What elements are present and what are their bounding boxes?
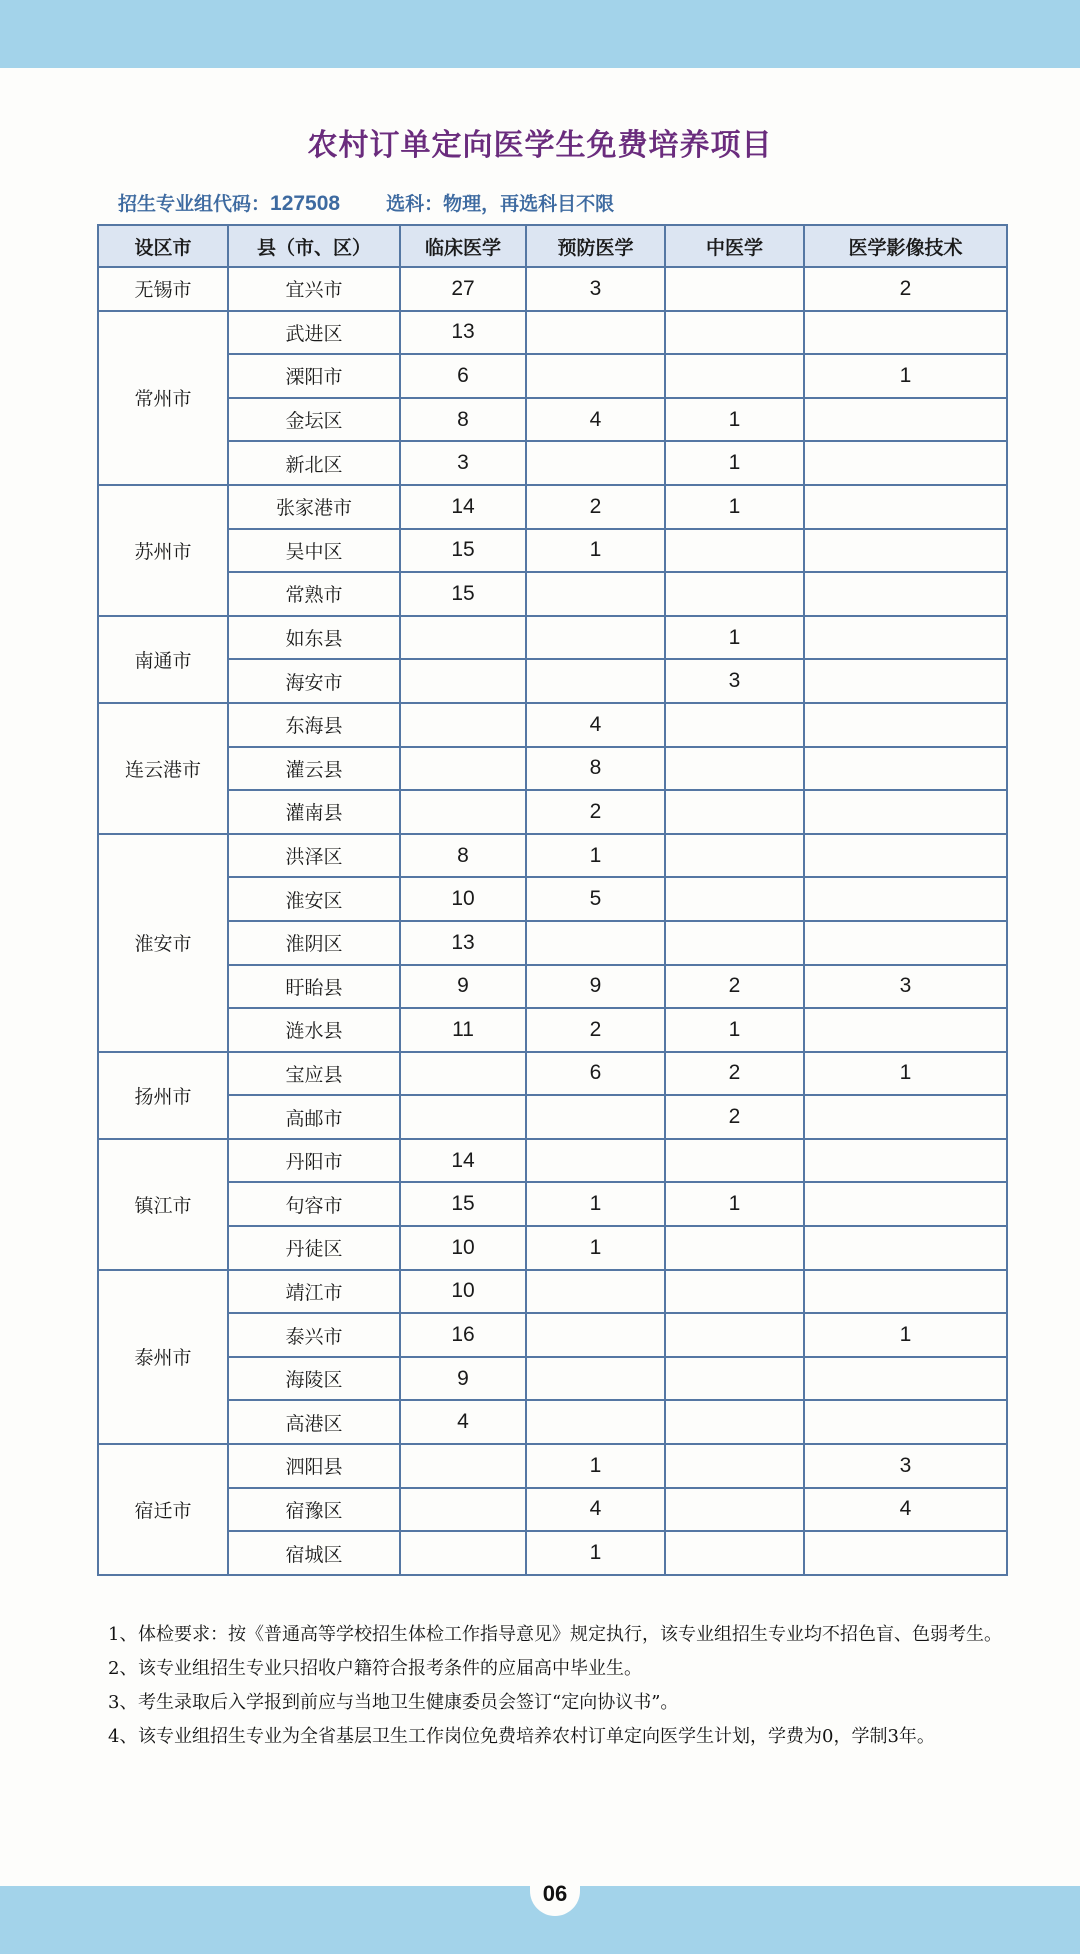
imaging-count-cell: 1 xyxy=(804,1052,1007,1096)
preventive-count-cell: 8 xyxy=(526,747,665,791)
clinical-count-cell: 13 xyxy=(400,311,526,355)
imaging-count-cell: 1 xyxy=(804,354,1007,398)
header-imaging: 医学影像技术 xyxy=(804,225,1007,267)
table-row xyxy=(98,529,1007,573)
clinical-count-cell: 6 xyxy=(400,354,526,398)
city-cell: 扬州市 xyxy=(98,1052,228,1139)
city-cell: 无锡市 xyxy=(98,267,228,311)
imaging-count-cell xyxy=(804,1008,1007,1052)
imaging-count-cell xyxy=(804,1531,1007,1575)
clinical-count-cell xyxy=(400,1052,526,1096)
county-cell: 海安市 xyxy=(228,659,400,703)
county-cell: 灌南县 xyxy=(228,790,400,834)
table-row xyxy=(98,1270,1007,1314)
imaging-count-cell xyxy=(804,834,1007,878)
preventive-count-cell xyxy=(526,441,665,485)
clinical-count-cell: 9 xyxy=(400,1357,526,1401)
county-cell: 新北区 xyxy=(228,441,400,485)
tcm-count-cell xyxy=(665,267,804,311)
table-row xyxy=(98,703,1007,747)
clinical-count-cell xyxy=(400,703,526,747)
table-row xyxy=(98,1531,1007,1575)
group-code-line xyxy=(118,189,340,216)
preventive-count-cell xyxy=(526,1095,665,1139)
preventive-count-cell: 2 xyxy=(526,790,665,834)
imaging-count-cell xyxy=(804,1357,1007,1401)
preventive-count-cell: 6 xyxy=(526,1052,665,1096)
note-item xyxy=(108,1686,1008,1720)
imaging-count-cell xyxy=(804,1270,1007,1314)
clinical-count-cell: 8 xyxy=(400,398,526,442)
table-row xyxy=(98,1313,1007,1357)
county-cell: 东海县 xyxy=(228,703,400,747)
county-cell: 海陵区 xyxy=(228,1357,400,1401)
county-cell: 句容市 xyxy=(228,1182,400,1226)
table-row xyxy=(98,398,1007,442)
table-row xyxy=(98,1008,1007,1052)
tcm-count-cell xyxy=(665,529,804,573)
imaging-count-cell xyxy=(804,529,1007,573)
imaging-count-cell xyxy=(804,1400,1007,1444)
imaging-count-cell xyxy=(804,659,1007,703)
county-cell: 高港区 xyxy=(228,1400,400,1444)
table-row xyxy=(98,616,1007,660)
city-cell: 淮安市 xyxy=(98,834,228,1052)
county-cell: 宜兴市 xyxy=(228,267,400,311)
top-decorative-band xyxy=(0,0,1080,68)
page-number: 06 xyxy=(530,1872,580,1916)
table-row xyxy=(98,441,1007,485)
imaging-count-cell xyxy=(804,1139,1007,1183)
imaging-count-cell xyxy=(804,485,1007,529)
clinical-count-cell: 10 xyxy=(400,1226,526,1270)
preventive-count-cell xyxy=(526,354,665,398)
county-cell: 宿豫区 xyxy=(228,1488,400,1532)
tcm-count-cell xyxy=(665,921,804,965)
clinical-count-cell xyxy=(400,1531,526,1575)
county-cell: 武进区 xyxy=(228,311,400,355)
clinical-count-cell: 15 xyxy=(400,572,526,616)
table-header-row xyxy=(98,225,1007,267)
county-cell: 淮安区 xyxy=(228,877,400,921)
preventive-count-cell: 1 xyxy=(526,1531,665,1575)
tcm-count-cell xyxy=(665,1270,804,1314)
tcm-count-cell: 1 xyxy=(665,441,804,485)
preventive-count-cell xyxy=(526,921,665,965)
header-city: 设区市 xyxy=(98,225,228,267)
preventive-count-cell: 4 xyxy=(526,398,665,442)
tcm-count-cell: 1 xyxy=(665,485,804,529)
header-tcm: 中医学 xyxy=(665,225,804,267)
tcm-count-cell: 2 xyxy=(665,965,804,1009)
preventive-count-cell xyxy=(526,1400,665,1444)
note-item xyxy=(108,1618,1008,1652)
tcm-count-cell xyxy=(665,1531,804,1575)
tcm-count-cell: 1 xyxy=(665,398,804,442)
county-cell: 如东县 xyxy=(228,616,400,660)
city-cell: 常州市 xyxy=(98,311,228,485)
county-cell: 宝应县 xyxy=(228,1052,400,1096)
tcm-count-cell xyxy=(665,1139,804,1183)
imaging-count-cell xyxy=(804,921,1007,965)
table-row xyxy=(98,354,1007,398)
tcm-count-cell xyxy=(665,790,804,834)
imaging-count-cell: 3 xyxy=(804,1444,1007,1488)
clinical-count-cell xyxy=(400,747,526,791)
table-row xyxy=(98,267,1007,311)
preventive-count-cell xyxy=(526,1357,665,1401)
table-row xyxy=(98,1400,1007,1444)
header-clinical: 临床医学 xyxy=(400,225,526,267)
note-text: 考生录取后入学报到前应与当地卫生健康委员会签订“定向协议书”。 xyxy=(138,1692,679,1713)
tcm-count-cell xyxy=(665,1226,804,1270)
imaging-count-cell xyxy=(804,616,1007,660)
note-text: 该专业组招生专业只招收户籍符合报考条件的应届高中毕业生。 xyxy=(138,1658,642,1679)
table-row xyxy=(98,1139,1007,1183)
city-cell: 南通市 xyxy=(98,616,228,703)
preventive-count-cell: 3 xyxy=(526,267,665,311)
clinical-count-cell: 4 xyxy=(400,1400,526,1444)
county-cell: 靖江市 xyxy=(228,1270,400,1314)
preventive-count-cell xyxy=(526,659,665,703)
county-cell: 泗阳县 xyxy=(228,1444,400,1488)
clinical-count-cell: 10 xyxy=(400,1270,526,1314)
table-row xyxy=(98,834,1007,878)
table-row xyxy=(98,877,1007,921)
city-cell: 苏州市 xyxy=(98,485,228,616)
imaging-count-cell xyxy=(804,790,1007,834)
tcm-count-cell xyxy=(665,354,804,398)
enrollment-meta xyxy=(118,189,614,216)
city-cell: 泰州市 xyxy=(98,1270,228,1444)
county-cell: 丹阳市 xyxy=(228,1139,400,1183)
table-row xyxy=(98,659,1007,703)
clinical-count-cell: 15 xyxy=(400,529,526,573)
table-row xyxy=(98,747,1007,791)
preventive-count-cell: 4 xyxy=(526,1488,665,1532)
preventive-count-cell: 2 xyxy=(526,485,665,529)
county-cell: 泰兴市 xyxy=(228,1313,400,1357)
preventive-count-cell: 5 xyxy=(526,877,665,921)
tcm-count-cell xyxy=(665,1488,804,1532)
note-item xyxy=(108,1720,1008,1754)
imaging-count-cell xyxy=(804,1095,1007,1139)
clinical-count-cell: 27 xyxy=(400,267,526,311)
preventive-count-cell xyxy=(526,616,665,660)
preventive-count-cell: 1 xyxy=(526,834,665,878)
clinical-count-cell xyxy=(400,790,526,834)
clinical-count-cell: 9 xyxy=(400,965,526,1009)
imaging-count-cell: 4 xyxy=(804,1488,1007,1532)
county-cell: 洪泽区 xyxy=(228,834,400,878)
county-cell: 金坛区 xyxy=(228,398,400,442)
table-row xyxy=(98,1444,1007,1488)
county-cell: 淮阴区 xyxy=(228,921,400,965)
note-index: 4、 xyxy=(108,1726,138,1747)
county-cell: 盱眙县 xyxy=(228,965,400,1009)
imaging-count-cell xyxy=(804,703,1007,747)
note-index: 3、 xyxy=(108,1692,138,1713)
enrollment-table xyxy=(97,224,1008,1576)
imaging-count-cell: 2 xyxy=(804,267,1007,311)
imaging-count-cell xyxy=(804,572,1007,616)
county-cell: 张家港市 xyxy=(228,485,400,529)
subject-requirement: 选科：物理，再选科目不限 xyxy=(386,193,615,215)
tcm-count-cell xyxy=(665,703,804,747)
clinical-count-cell: 13 xyxy=(400,921,526,965)
clinical-count-cell xyxy=(400,659,526,703)
tcm-count-cell: 2 xyxy=(665,1095,804,1139)
header-county: 县（市、区） xyxy=(228,225,400,267)
tcm-count-cell xyxy=(665,877,804,921)
group-code-label: 招生专业组代码： xyxy=(118,193,271,215)
city-cell: 连云港市 xyxy=(98,703,228,834)
preventive-count-cell xyxy=(526,1139,665,1183)
county-cell: 吴中区 xyxy=(228,529,400,573)
imaging-count-cell xyxy=(804,441,1007,485)
clinical-count-cell: 8 xyxy=(400,834,526,878)
note-text: 体检要求：按《普通高等学校招生体检工作指导意见》规定执行，该专业组招生专业均不招色盲、色弱考生。 xyxy=(138,1624,1002,1645)
clinical-count-cell xyxy=(400,1488,526,1532)
preventive-count-cell xyxy=(526,311,665,355)
table-row xyxy=(98,572,1007,616)
county-cell: 丹徒区 xyxy=(228,1226,400,1270)
preventive-count-cell xyxy=(526,1313,665,1357)
table-body xyxy=(98,267,1007,1575)
clinical-count-cell: 14 xyxy=(400,1139,526,1183)
tcm-count-cell xyxy=(665,834,804,878)
tcm-count-cell: 1 xyxy=(665,1182,804,1226)
table-row xyxy=(98,1488,1007,1532)
note-item xyxy=(108,1652,1008,1686)
imaging-count-cell xyxy=(804,398,1007,442)
county-cell: 高邮市 xyxy=(228,1095,400,1139)
tcm-count-cell xyxy=(665,1357,804,1401)
tcm-count-cell xyxy=(665,1400,804,1444)
clinical-count-cell: 16 xyxy=(400,1313,526,1357)
note-text: 该专业组招生专业为全省基层卫生工作岗位免费培养农村订单定向医学生计划，学费为0，学制3年。 xyxy=(138,1726,935,1747)
group-code-value: 127508 xyxy=(270,192,341,215)
imaging-count-cell xyxy=(804,747,1007,791)
imaging-count-cell xyxy=(804,877,1007,921)
county-cell: 宿城区 xyxy=(228,1531,400,1575)
imaging-count-cell: 3 xyxy=(804,965,1007,1009)
clinical-count-cell: 10 xyxy=(400,877,526,921)
preventive-count-cell: 1 xyxy=(526,529,665,573)
note-index: 1、 xyxy=(108,1624,138,1645)
tcm-count-cell xyxy=(665,1313,804,1357)
preventive-count-cell xyxy=(526,1270,665,1314)
header-preventive: 预防医学 xyxy=(526,225,665,267)
city-cell: 宿迁市 xyxy=(98,1444,228,1575)
table-row xyxy=(98,1052,1007,1096)
county-cell: 溧阳市 xyxy=(228,354,400,398)
preventive-count-cell: 2 xyxy=(526,1008,665,1052)
tcm-count-cell: 1 xyxy=(665,616,804,660)
clinical-count-cell xyxy=(400,1444,526,1488)
preventive-count-cell: 1 xyxy=(526,1226,665,1270)
table-row xyxy=(98,921,1007,965)
clinical-count-cell: 14 xyxy=(400,485,526,529)
table-row xyxy=(98,485,1007,529)
preventive-count-cell: 1 xyxy=(526,1182,665,1226)
table-row xyxy=(98,1182,1007,1226)
table-row xyxy=(98,1357,1007,1401)
clinical-count-cell xyxy=(400,616,526,660)
tcm-count-cell xyxy=(665,1444,804,1488)
county-cell: 涟水县 xyxy=(228,1008,400,1052)
imaging-count-cell: 1 xyxy=(804,1313,1007,1357)
city-cell: 镇江市 xyxy=(98,1139,228,1270)
preventive-count-cell xyxy=(526,572,665,616)
clinical-count-cell: 3 xyxy=(400,441,526,485)
tcm-count-cell xyxy=(665,747,804,791)
county-cell: 灌云县 xyxy=(228,747,400,791)
notes-list xyxy=(108,1618,1008,1754)
preventive-count-cell: 9 xyxy=(526,965,665,1009)
preventive-count-cell: 1 xyxy=(526,1444,665,1488)
clinical-count-cell: 15 xyxy=(400,1182,526,1226)
page-title: 农村订单定向医学生免费培养项目 xyxy=(307,128,773,163)
table-row xyxy=(98,311,1007,355)
tcm-count-cell xyxy=(665,311,804,355)
imaging-count-cell xyxy=(804,311,1007,355)
tcm-count-cell: 1 xyxy=(665,1008,804,1052)
tcm-count-cell xyxy=(665,572,804,616)
note-index: 2、 xyxy=(108,1658,138,1679)
imaging-count-cell xyxy=(804,1226,1007,1270)
table-row xyxy=(98,790,1007,834)
imaging-count-cell xyxy=(804,1182,1007,1226)
clinical-count-cell xyxy=(400,1095,526,1139)
table-row xyxy=(98,1226,1007,1270)
preventive-count-cell: 4 xyxy=(526,703,665,747)
tcm-count-cell: 3 xyxy=(665,659,804,703)
clinical-count-cell: 11 xyxy=(400,1008,526,1052)
county-cell: 常熟市 xyxy=(228,572,400,616)
table-row xyxy=(98,965,1007,1009)
table-row xyxy=(98,1095,1007,1139)
tcm-count-cell: 2 xyxy=(665,1052,804,1096)
